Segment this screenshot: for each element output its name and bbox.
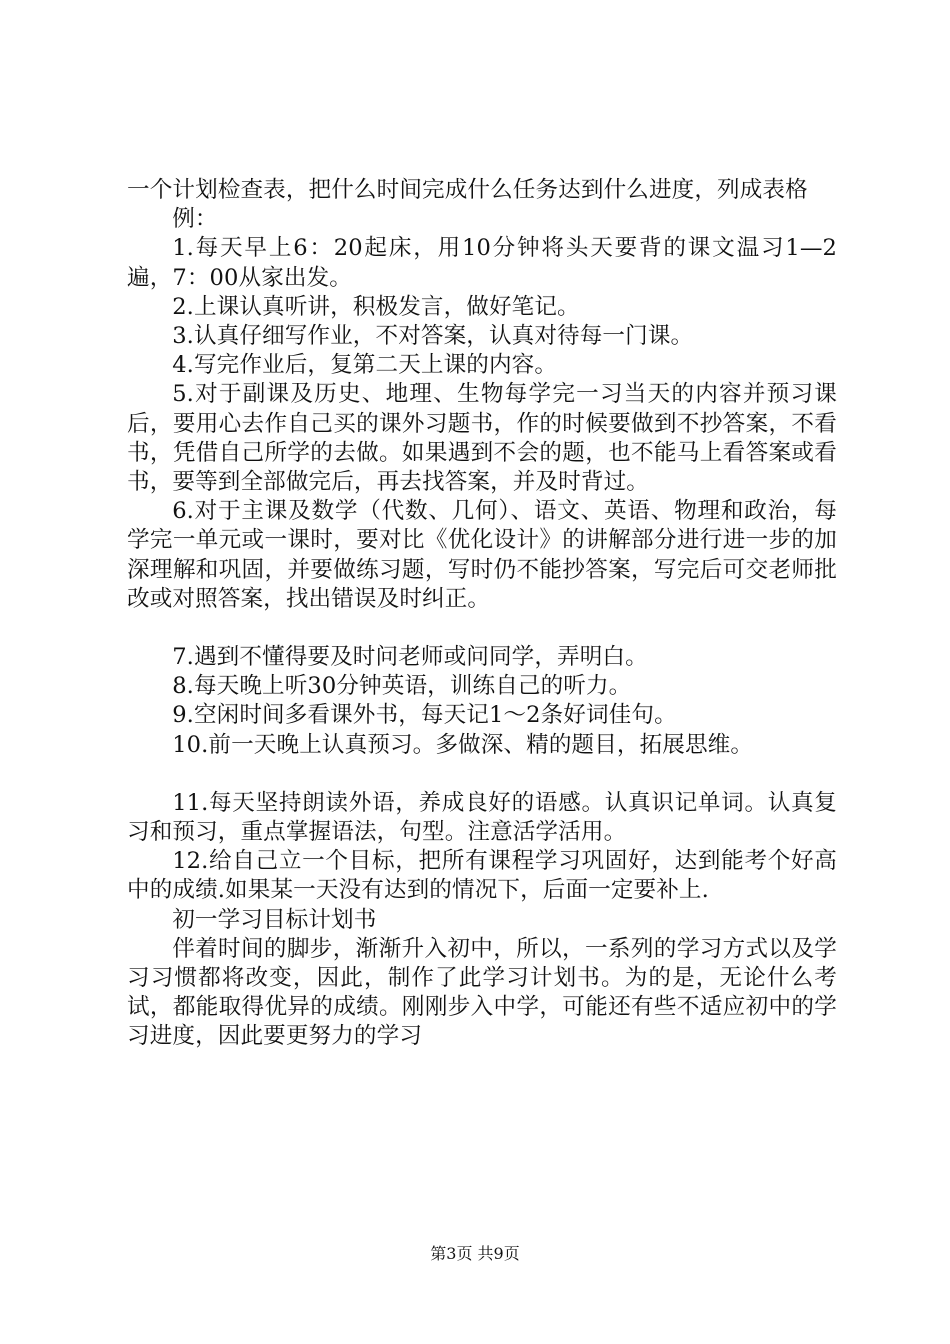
paragraph-gap — [127, 760, 837, 789]
list-item-1: 1.每天早上6：20起床，用10分钟将头天要背的课文温习1—2遍，7：00从家出发。 — [127, 235, 837, 291]
document-body — [127, 176, 837, 1052]
list-item-10: 10.前一天晚上认真预习。多做深、精的题目，拓展思维。 — [172, 731, 754, 758]
section-heading: 初一学习目标计划书 — [172, 906, 377, 933]
list-item-2: 2.上课认真听讲，积极发言，做好笔记。 — [172, 293, 580, 320]
list-item-11: 11.每天坚持朗读外语，养成良好的语感。认真识记单词。认真复习和预习，重点掌握语法，句型。注意活学活用。 — [127, 789, 837, 846]
paragraph-example-label: 例： — [172, 206, 218, 233]
list-item-3: 3.认真仔细写作业，不对答案，认真对待每一门课。 — [172, 323, 694, 350]
list-item-12: 12.给自己立一个目标，把所有课程学习巩固好，达到能考个好高中的成绩.如果某一天没有达到的情况下，后面一定要补上. — [127, 848, 837, 904]
page-number: 第3页 共9页 — [430, 1244, 520, 1263]
list-item-5: 5.对于副课及历史、地理、生物每学完一习当天的内容并预习课后，要用心去作自己买的课外习题书，作的时候要做到不抄答案，不看书，凭借自己所学的去做。如果遇到不会的题，也不能马上看答案或看书，要等到全部做完后，再去找答案，并及时背过。 — [127, 381, 837, 496]
list-item-6: 6.对于主课及数学（代数、几何）、语文、英语、物理和政治，每学完一单元或一课时，要对比《优化设计》的讲解部分进行进一步的加深理解和巩固，并要做练习题，写时仍不能抄答案，写完后可交老师批改或对照答案，找出错误及时纠正。 — [127, 498, 837, 612]
list-item-7: 7.遇到不懂得要及时问老师或问同学，弄明白。 — [172, 644, 648, 671]
paragraph-plan-intro: 伴着时间的脚步，渐渐升入初中，所以，一系列的学习方式以及学习习惯都将改变，因此，制作了此学习计划书。为的是，无论什么考试，都能取得优异的成绩。刚刚步入中学，可能还有些不适应初中的学习进度，因此要更努力的学习 — [127, 935, 837, 1050]
list-item-9: 9.空闲时间多看课外书，每天记1～2条好词佳句。 — [172, 702, 677, 729]
list-item-4: 4.写完作业后，复第二天上课的内容。 — [172, 352, 558, 379]
paragraph-intro: 一个计划检查表，把什么时间完成什么任务达到什么进度，列成表格 — [127, 177, 808, 203]
paragraph-gap — [127, 614, 837, 643]
list-item-8: 8.每天晚上听30分钟英语，训练自己的听力。 — [172, 673, 632, 700]
